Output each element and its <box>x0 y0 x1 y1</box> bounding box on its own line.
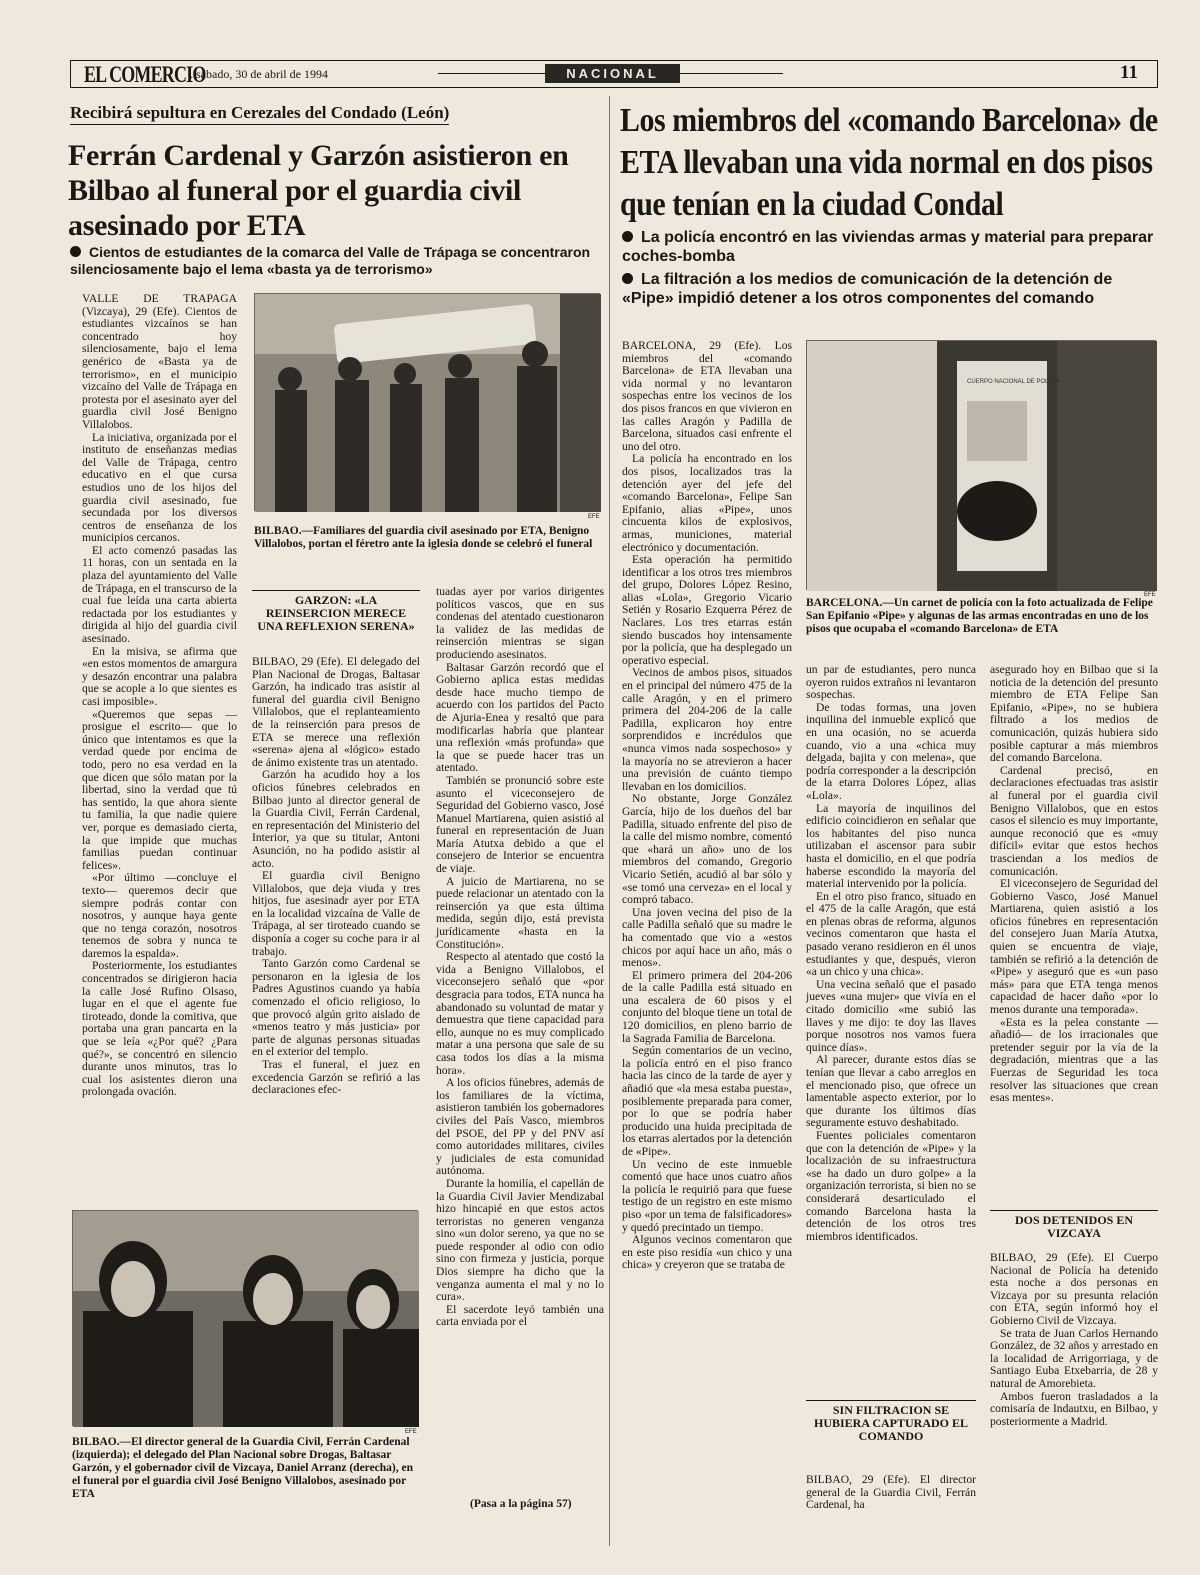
paragraph: En el otro piso franco, situado en el 475 de la calle Aragón, que está en plenas obras de reforma, algunos vecinos comentaron que hasta el pasado verano residieron en él unos estudiantes y que, después, vieron «a un chico y una chica». <box>806 889 976 979</box>
right-column-3 <box>990 664 1158 1204</box>
jump-line: (Pasa a la página 57) <box>470 1498 572 1510</box>
right-headline: Los miembros del «comando Barcelona» de ETA llevaban una vida normal en dos pisos que tenían en la ciudad Condal <box>620 102 1158 223</box>
card-text: CUERPO NACIONAL DE POLICIA <box>967 379 1061 385</box>
coffin-photo-caption: BILBAO.—Familiares del guardia civil asesinado por ETA, Benigno Villalobos, portan el féretro ante la iglesia donde se celebró el funeral <box>254 525 593 550</box>
left-headline: Ferrán Cardenal y Garzón asistieron en Bilbao al funeral por el guardia civil asesinado por ETA <box>68 139 569 242</box>
right-column-3-tail <box>990 1252 1158 1542</box>
paragraph: La iniciativa, organizada por el instituto de enseñanzas medias del Valle de Trápaga, centro educativo en el que cursa estudios uno de los hijos del guardia civil asesinado, fue secundada por los diversos centros de enseñanza de los municipios cercanos. <box>82 430 237 545</box>
paragraph: También se pronunció sobre este asunto el viceconsejero de Seguridad del Gobierno vasco, José Manuel Martiarena, quien asistió al funeral en representación de Juan María Atutxa debido a que el consejero de Interior se encuentra de viaje. <box>436 773 604 876</box>
paragraph: De todas formas, una joven inquilina del inmueble explicó que en una ocasión, no se acuerda cuando, vio a una «chica muy delgada, bajita y con melena», que podría corresponder a la descripción de la etarra Dolores López, alias «Lola». <box>806 700 976 802</box>
paragraph: Baltasar Garzón recordó que el Gobierno aplica estas medidas desde hace mucho tiempo de acuerdo con los partidos del Pacto de Ajuria-Enea y resaltó que para modificarlas habría que plantear una reflexión «más profunda» que la que se puede hacer tras un atentado. <box>436 660 604 775</box>
left-bullet <box>70 244 605 278</box>
paragraph: VALLE DE TRAPAGA (Vizcaya), 29 (Efe). Cientos de estudiantes vizcaínos se han concentrado hoy silenciosamente, bajo el lema genérico de «Basta ya de terrorismo», en el municipio vizcaíno del Valle de Trápaga en protesta por el asesinato ayer del guardia civil José Benigno Villalobos. <box>82 292 237 431</box>
paragraph: BILBAO, 29 (Efe). El director general de la Guardia Civil, Ferrán Cardenal, ha <box>806 1473 976 1512</box>
photo-credit-3: EFE <box>1144 592 1156 598</box>
paragraph: La policía ha encontrado en los dos pisos, localizados tras la detención ayer del jefe del «comando Barcelona», Felipe San Epifanio, alias «Pipe», unos cincuenta kilos de explosivos, armas, municiones, material electrónico y documentación. <box>622 452 792 554</box>
paragraph: Respecto al atentado que costó la vida a Benigno Villalobos, el viceconsejero señaló que «por desgracia para todos, ETA nunca ha abandonado su voluntad de matar y demuestra que tiene capacidad para ello, aunque no es muy complicado matar a una persona que sale de su casa todos los días a la misma hora». <box>436 950 604 1077</box>
issue-date: . sábado, 30 de abril de 1994 <box>190 67 328 81</box>
bullet-dot <box>622 273 633 284</box>
left-bullet-text: Cientos de estudiantes de la comarca del Valle de Trápaga se concentraron silenciosamente bajo el lema «basta ya de terrorismo» <box>70 244 591 277</box>
column-divider <box>609 96 610 1546</box>
paragraph: A juicio de Martiarena, no se puede relacionar un atentado con la reinserción ya que esta última medida, según dijo, está prevista jurídicamente «hasta en la Constitución». <box>436 874 604 951</box>
paragraph: Tanto Garzón como Cardenal se personaron en la iglesia de los Padres Agustinos cuando ya había comenzado el oficio religioso, lo que provocó algún grito aislado de «menos teatro y más justicia» por parte de algunas personas situadas en el exterior del templo. <box>252 957 420 1059</box>
paragraph: El acto comenzó pasadas las 11 horas, con un sentada en la plaza del ayuntamiento del Valle de Trápaga, en el transcurso de la cual fue leída una carta abierta redactada por los estudiantes y dirigida al hijo del guardia civil asesinado. <box>82 543 237 646</box>
paragraph: Durante la homilía, el capellán de la Guardia Civil Javier Mendizabal hizo hincapié en que estos actos terroristas no generen venganza sino «un dolor sereno, ya que no se puede responder al odio con odio sino con firmeza y justicia, porque Dios siempre ha dicho que la venganza aumenta el mal y no lo cura». <box>436 1176 604 1304</box>
paragraph: un par de estudiantes, pero nunca oyeron ruidos extraños ni levantaron sospechas. <box>806 663 976 702</box>
left-column-3 <box>436 585 604 1329</box>
officials-funeral-photo <box>72 1210 418 1426</box>
paragraph: Tras el funeral, el juez en excedencia Garzón se refirió a las declaraciones efec- <box>252 1058 420 1097</box>
paragraph: Fuentes policiales comentaron que con la detención de «Pipe» y la localización de su infraestructura «se ha dado un duro golpe» a la organización terrorista, si bien no se considerará desarticulado el comando Barcelona hasta la detención de los otros tres miembros identificados. <box>806 1128 976 1243</box>
right-column-2-tail <box>806 1474 976 1534</box>
police-card-caption: BARCELONA.—Un carnet de policía con la foto actualizada de Felipe San Epifanio «Pipe» y algunas de las armas encontradas en uno de los pisos que ocupaba el «comando Barcelona» de ETA <box>806 597 1153 635</box>
paragraph: Una vecina señaló que el pasado jueves «una mujer» que vivía en el citado domicilio «me subió las llaves y me dijo: te doy las llaves porque nosotros nos vamos fuera quince días». <box>806 977 976 1054</box>
police-card-image <box>807 341 1157 591</box>
paragraph: Vecinos de ambos pisos, situados en el principal del número 475 de la calle Aragón, y en el primero primera del 204-206 de la calle Padilla, explicaron hoy entre sorprendidos e incrédulos que «nunca vimos nada sospechoso» y la mayoría no se atrevieron a hacer una previsión de cuánto tiempo llevaban en los domicilios. <box>622 666 792 793</box>
police-card-photo <box>806 340 1156 590</box>
paragraph: Se trata de Juan Carlos Hernando González, de 32 años y arrestado en la localidad de Arrigorriaga, y de Santiago Euba Etxebarria, de 28 y natural de Amorebieta. <box>990 1326 1158 1390</box>
paragraph: BILBAO, 29 (Efe). El Cuerpo Nacional de Policía ha detenido esta noche a dos personas en Vizcaya por su presunta relación con ETA, según informó hoy el Gobierno Civil de Vizcaya. <box>990 1251 1158 1327</box>
paragraph: asegurado hoy en Bilbao que si la noticia de la detención del presunto miembro de ETA Felipe San Epifanio, «Pipe», no se hubiera filtrado a los medios de comunicación, quizás hubiera sido posible capturar a más miembros del comando Barcelona. <box>990 663 1158 765</box>
paragraph: Posteriormente, los estudiantes concentrados se dirigieron hacia la calle José Rufino Olsaso, lugar en el que el agente fue tiroteado, donde la comitiva, que portaba una gran pancarta en la que se leía «¿Por qué? ¿Para qué?», se concentró en silencio durante unos minutos, tras lo cual los asistentes dieron una prolongada ovación. <box>82 959 237 1099</box>
bullet-dot <box>622 231 633 242</box>
paragraph: El guardia civil Benigno Villalobos, que deja viuda y tres hitjos, fue asesinadr ayer por ETA en la localidad vizcaína de Valle de Trápaga, al ser tiroteado cuando se disponía a coger su coche para ir al trabajo. <box>252 869 420 958</box>
left-column-2 <box>252 656 420 1204</box>
paragraph: No obstante, Jorge González García, hijo de los dueños del bar Padilla, situado enfrente del piso de la calle del mismo nombre, comentó que «hará un año» uno de los miembros del comando, Gregorio Vicario Setién, acudió al bar sólo y «se tomó una cerveza» en el local y compró tabaco. <box>622 792 792 907</box>
bullet-dot <box>70 246 81 257</box>
paragraph: Algunos vecinos comentaron que en este piso residía «un chico y una chica» y creyeron que se trataba de <box>622 1233 792 1272</box>
left-column-1 <box>82 293 237 1203</box>
photo-credit-2: EFE <box>405 1429 417 1435</box>
detenidos-subhead: DOS DETENIDOS EN VIZCAYA <box>990 1210 1158 1240</box>
filtration-subhead: SIN FILTRACION SE HUBIERA CAPTURADO EL COMANDO <box>806 1400 976 1443</box>
paragraph: Según comentarios de un vecino, la policía entró en el piso franco hacia las cinco de la tarde de ayer y añadió que «la mesa estaba puesta», posiblemente preparada para comer, por lo que se podría haber producido una huida precipitada de los etarras alertados por la detención de «Pipe». <box>622 1044 792 1158</box>
officials-photo-image <box>73 1211 419 1427</box>
paragraph: Al parecer, durante estos días se tenían que llevar a cabo arreglos en el mencionado piso, que ofrece un lamentable aspecto exterior, por lo que durante los últimos días seguramente estuvo deshabitado. <box>806 1053 976 1130</box>
right-column-1 <box>622 340 792 1536</box>
coffin-photo-image <box>255 294 601 512</box>
right-bullet-2-text: La filtración a los medios de comunicación de la detención de «Pipe» impidió detener a los otros componentes del comando <box>622 271 1113 307</box>
paragraph: BILBAO, 29 (Efe). El delegado del Plan Nacional de Drogas, Baltasar Garzón, ha indicado tras asistir al funeral del guardia civil Benigno Villalobos, que el replanteamiento de la reinserción para presos de ETA se merece una reflexión «serena» ajena al «lógico» estado de ánimo existente tras un atentado. <box>252 655 420 769</box>
officials-photo-caption: BILBAO.—El director general de la Guardia Civil, Ferrán Cardenal (izquierda); el delegado del Plan Nacional sobre Drogas, Baltasar Garzón, y el gobernador civil de Vizcaya, Daniel Arranz (derecha), en el funeral por el guardia civil José Benigno Villalobos, asesinado por ETA <box>72 1436 414 1500</box>
paragraph: Ambos fueron trasladados a la comisaría de Indautxu, en Bilbao, y posteriormente a Madrid. <box>990 1389 1158 1428</box>
paragraph: «Queremos que sepas —prosigue el escrito— que lo único que intentamos es que la verdad quede por encima de todo, pero no esa verdad en la que dicen que sólo matan por la libertad, sino la verdad que tú has sentido, la que ahora siente tu familia, la que nadie quiere ver, porque es demasiado cierta, la que impide que muchas familias puedan continuar felices». <box>82 707 237 872</box>
masthead: EL COMERCIO <box>84 62 206 87</box>
paragraph: Una joven vecina del piso de la calle Padilla señaló que su madre le ha comentado que vio a «estos chicos por aquí hace un año, más o menos». <box>622 905 792 970</box>
paragraph: «Esta es la pelea constante —añadió— de los irracionales que pretender seguir por la vía de la degradación, mientras que a las Fuerzas de Seguridad les toca resolver las situaciones que crean esas mentes». <box>990 1015 1158 1105</box>
paragraph: tuadas ayer por varios dirigentes políticos vascos, que en sus condenas del atentado cuestionaron la validez de las medidas de reinserción mientras se sigan produciendo asesinatos. <box>436 585 604 661</box>
paragraph: La mayoría de inquilinos del edificio coincidieron en señalar que los habitantes del piso nunca utilizaban el ascensor para subir hasta el domicilio, en el que podría haberse escondido la mayoría del material intervenido por la policía. <box>806 801 976 891</box>
paragraph: En la misiva, se afirma que «en estos momentos de amargura y desazón encontrar una palabra que se acople a lo que sientes es casi imposible». <box>82 644 237 708</box>
paragraph: BARCELONA, 29 (Efe). Los miembros del «comando Barcelona» de ETA llevaban una vida normal y no levantaron sospechas entre los vecinos de los dos pisos francos en que vivieron en las calles Aragón y Padilla de Barcelona, situados casi enfrente el uno del otro. <box>622 339 792 453</box>
right-bullet-2 <box>622 270 1162 308</box>
paragraph: Garzón ha acudido hoy a los oficios fúnebres celebrados en Bilbao junto al director general de la Guardia Civil, Ferrán Cardenal, en representación del Ministerio del Interior, ya que su titular, Antoni Asunción, no ha podido asistir al acto. <box>252 768 420 870</box>
left-kicker: Recibirá sepultura en Cerezales del Condado (León) <box>70 103 449 125</box>
paragraph: El primero primera del 204-206 de la calle Padilla está situado en una escalera de 60 pisos y el conjunto del bloque tiene un total de 120 domicilios, en pleno barrio de la Sagrada Familia de Barcelona. <box>622 968 792 1045</box>
paragraph: A los oficios fúnebres, además de los familiares de la víctima, asistieron también los gobernadores civiles del País Vasco, miembros del PSOE, del PP y del PNV así como autoridades militares, civiles y judiciales de esta comunidad autónoma. <box>436 1076 604 1178</box>
funeral-coffin-photo <box>254 293 600 511</box>
paragraph: Un vecino de este inmueble comentó que hace unos cuatro años la policía le requirió para que fuese testigo de un registro en este mismo piso «por un tema de falsificadores» y quedó precintado un tiempo. <box>622 1157 792 1234</box>
page-number: 11 <box>1120 62 1138 83</box>
right-bullet-1 <box>622 228 1162 266</box>
paragraph: «Por último —concluye el texto— queremos decir que siempre podrás contar con nosotros, y aunque haya gente que no tenga corazón, nosotros tenemos de sobra y nunca te daremos la espalda». <box>82 871 237 960</box>
right-column-2 <box>806 664 976 1394</box>
garzon-subhead: GARZON: «LA REINSERCION MERECE UNA REFLEXION SERENA» <box>252 590 420 633</box>
paragraph: Cardenal precisó, en declaraciones efectuadas tras asistir al funeral por el guardia civil Benigno Villalobos, que en estos casos el silencio es muy importante, aunque reconoció que es «muy difícil» evitar que estos hechos trasciendan a los medios de comunicación. <box>990 763 1158 878</box>
right-bullet-1-text: La policía encontró en las viviendas armas y material para preparar coches-bomba <box>622 229 1154 265</box>
paragraph: El viceconsejero de Seguridad del Gobierno Vasco, José Manuel Martiarena, quien asistió a los oficios fúnebres en representación del consejero Juan María Atutxa, quien se encuentra de viaje, también se refirió a la detención de «Pipe» y aseguró que es «un paso más» para que ETA tenga menos capacidad de hacer daño «por lo menos durante una temporada». <box>990 877 1158 1017</box>
section-label: NACIONAL <box>545 64 680 83</box>
photo-credit: EFE <box>588 514 600 520</box>
paragraph: El sacerdote leyó también una carta enviada por el <box>436 1302 604 1329</box>
paragraph: Esta operación ha permitido identificar a los otros tres miembros del grupo, Dolores López Resino, alias «Lola», Gregorio Vicario Setién y Rosario Ezquerra Pérez de Naclares. Los tres etarras están siendo buscados hoy intensamente por la policía, que ha desplegado un operativo especial. <box>622 553 792 667</box>
